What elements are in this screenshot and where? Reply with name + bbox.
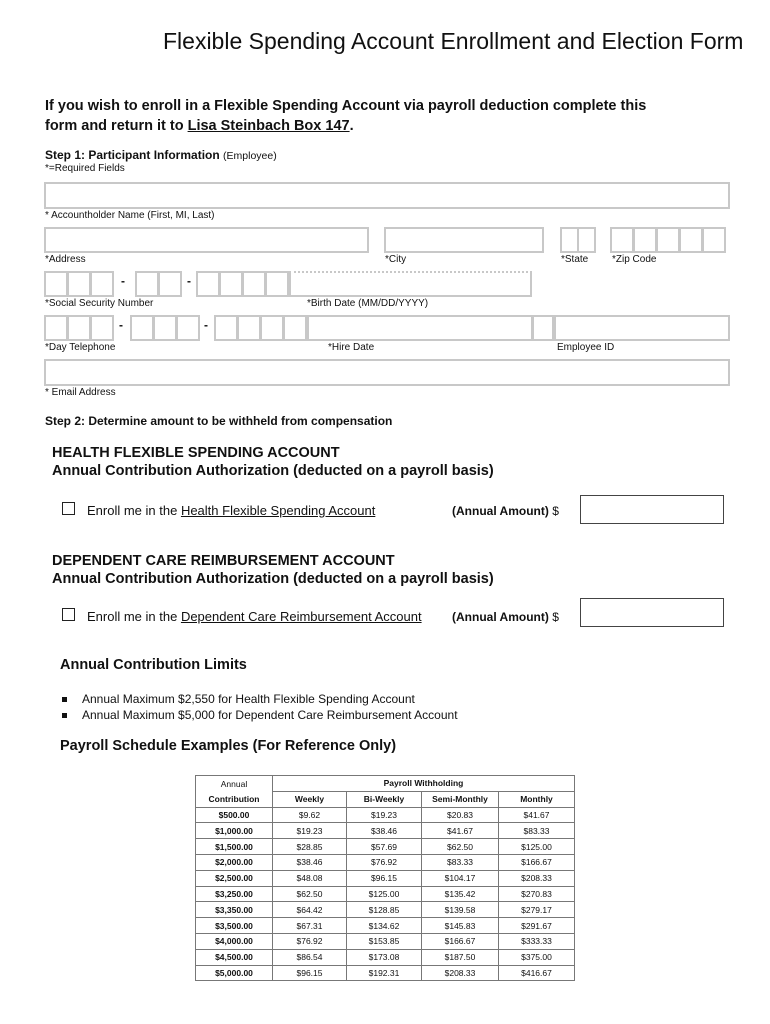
table-cell: $416.67 (499, 965, 575, 981)
phone-char-7[interactable] (214, 315, 238, 341)
day-telephone-label: *Day Telephone (45, 342, 116, 353)
accountholder-name-label: * Accountholder Name (First, MI, Last) (45, 210, 215, 221)
dependent-enroll-link: Dependent Care Reimbursement Account (180, 609, 422, 624)
dependent-care-checkbox[interactable] (62, 608, 75, 621)
zip-char-1[interactable] (610, 227, 634, 253)
table-cell: $4,500.00 (196, 949, 273, 965)
table-cell: $166.67 (499, 854, 575, 870)
limits-item (60, 707, 458, 723)
phone-char-6[interactable] (176, 315, 200, 341)
health-enroll-prefix: Enroll me in the (87, 503, 181, 518)
table-cell: $67.31 (273, 918, 347, 934)
table-cell: $48.08 (273, 870, 347, 886)
step1-heading (45, 148, 277, 162)
table-cell: $19.23 (273, 823, 347, 839)
table-cell: $3,350.00 (196, 902, 273, 918)
hire-date-label: *Hire Date (328, 342, 375, 353)
health-fsa-enroll-text (87, 503, 375, 518)
table-row (196, 886, 575, 902)
table-row (196, 823, 575, 839)
dependent-amount-label (452, 610, 559, 624)
zip-char-4[interactable] (679, 227, 703, 253)
ssn-char-3[interactable] (90, 271, 114, 297)
table-cell: $279.17 (499, 902, 575, 918)
hire-date-extra-box[interactable] (532, 315, 554, 341)
table-cell: $2,500.00 (196, 870, 273, 886)
accountholder-name-input[interactable] (44, 182, 730, 209)
table-cell: $62.50 (273, 886, 347, 902)
dependent-currency: $ (552, 610, 559, 624)
bullet-icon (62, 697, 67, 702)
table-cell: $333.33 (499, 933, 575, 949)
health-fsa-title: HEALTH FLEXIBLE SPENDING ACCOUNT (52, 445, 340, 461)
table-cell: $1,000.00 (196, 823, 273, 839)
health-amount-label (452, 504, 559, 518)
limits-item-text: Annual Maximum $2,550 for Health Flexible Spending Account (82, 692, 415, 706)
table-row (196, 854, 575, 870)
phone-char-8[interactable] (237, 315, 261, 341)
table-cell: $41.67 (499, 807, 575, 823)
ssn-char-9[interactable] (265, 271, 289, 297)
phone-separator-1: - (119, 318, 123, 332)
ssn-label: *Social Security Number (45, 298, 154, 309)
table-cell: $9.62 (273, 807, 347, 823)
step1-heading-note: (Employee) (223, 150, 277, 162)
zip-char-3[interactable] (656, 227, 680, 253)
dependent-amount-text: (Annual Amount) (452, 610, 549, 624)
table-cell: $4,000.00 (196, 933, 273, 949)
table-cell: $38.46 (273, 854, 347, 870)
table-cell: $500.00 (196, 807, 273, 823)
table-cell: $28.85 (273, 839, 347, 855)
table-cell: $134.62 (347, 918, 422, 934)
employee-id-input[interactable] (554, 315, 730, 341)
dependent-care-title: DEPENDENT CARE REIMBURSEMENT ACCOUNT (52, 553, 395, 569)
dependent-enroll-prefix: Enroll me in the (87, 609, 181, 624)
table-cell: $86.54 (273, 949, 347, 965)
phone-char-10[interactable] (283, 315, 307, 341)
birth-date-input[interactable] (289, 271, 532, 297)
table-cell: $83.33 (499, 823, 575, 839)
health-enroll-link: Health Flexible Spending Account (180, 503, 376, 518)
table-cell: $3,500.00 (196, 918, 273, 934)
table-row (196, 902, 575, 918)
ssn-char-4[interactable] (135, 271, 159, 297)
intro-contact: Lisa Steinbach Box 147 (187, 118, 350, 134)
table-cell: $166.67 (422, 933, 499, 949)
table-cell: $173.08 (347, 949, 422, 965)
ssn-char-2[interactable] (67, 271, 91, 297)
dependent-care-enroll-text (87, 609, 422, 624)
table-row (196, 839, 575, 855)
ssn-char-6[interactable] (196, 271, 220, 297)
schedule-header-group: Payroll Withholding (273, 776, 575, 792)
zip-char-5[interactable] (702, 227, 726, 253)
health-fsa-checkbox[interactable] (62, 502, 75, 515)
table-cell: $20.83 (422, 807, 499, 823)
zip-label: *Zip Code (612, 254, 657, 265)
zip-char-2[interactable] (633, 227, 657, 253)
table-cell: $76.92 (273, 933, 347, 949)
schedule-column-header: Weekly (273, 791, 347, 807)
table-cell: $125.00 (347, 886, 422, 902)
phone-char-1[interactable] (44, 315, 68, 341)
state-label: *State (561, 254, 589, 265)
intro-suffix: . (349, 118, 354, 134)
table-cell: $41.67 (422, 823, 499, 839)
table-cell: $62.50 (422, 839, 499, 855)
employee-id-label: Employee ID (557, 342, 615, 353)
intro-line1: If you wish to enroll in a Flexible Spending Account via payroll deduction complete this (45, 98, 647, 114)
schedule-header-annual: Annual (196, 776, 273, 792)
table-cell: $64.42 (273, 902, 347, 918)
city-input[interactable] (384, 227, 544, 253)
table-cell: $19.23 (347, 807, 422, 823)
table-cell: $83.33 (422, 854, 499, 870)
health-amount-input[interactable] (580, 495, 724, 524)
table-cell: $96.15 (347, 870, 422, 886)
payroll-schedule-table (195, 775, 575, 981)
phone-char-4[interactable] (130, 315, 154, 341)
hire-date-input[interactable] (307, 315, 533, 341)
dependent-amount-input[interactable] (580, 598, 724, 627)
schedule-title: Payroll Schedule Examples (For Reference Only) (60, 738, 397, 754)
table-row (196, 949, 575, 965)
table-row (196, 933, 575, 949)
ssn-char-7[interactable] (219, 271, 243, 297)
phone-char-9[interactable] (260, 315, 284, 341)
limits-item (60, 691, 458, 707)
ssn-char-8[interactable] (242, 271, 266, 297)
table-cell: $208.33 (499, 870, 575, 886)
table-row (196, 870, 575, 886)
table-cell: $104.17 (422, 870, 499, 886)
phone-char-3[interactable] (90, 315, 114, 341)
step1-heading-text: Step 1: Participant Information (45, 148, 220, 162)
table-cell: $208.33 (422, 965, 499, 981)
health-currency: $ (552, 504, 559, 518)
birth-date-label: *Birth Date (MM/DD/YYYY) (307, 298, 429, 309)
email-label: * Email Address (45, 387, 116, 398)
table-cell: $125.00 (499, 839, 575, 855)
ssn-char-1[interactable] (44, 271, 68, 297)
phone-separator-2: - (204, 318, 208, 332)
ssn-separator-2: - (187, 274, 191, 288)
intro-text (45, 96, 725, 136)
required-note: *=Required Fields (45, 163, 125, 174)
health-amount-text: (Annual Amount) (452, 504, 549, 518)
table-cell: $38.46 (347, 823, 422, 839)
state-char-2[interactable] (577, 227, 596, 253)
schedule-column-header: Contribution (196, 791, 273, 807)
intro-line2: form and return it to (45, 118, 188, 134)
limits-item-text: Annual Maximum $5,000 for Dependent Care Reimbursement Account (82, 708, 458, 722)
health-fsa-subtitle: Annual Contribution Authorization (deducted on a payroll basis) (52, 463, 494, 479)
table-cell: $187.50 (422, 949, 499, 965)
city-label: *City (385, 254, 407, 265)
table-row (196, 965, 575, 981)
table-cell: $57.69 (347, 839, 422, 855)
bullet-icon (62, 713, 67, 718)
table-cell: $5,000.00 (196, 965, 273, 981)
address-label: *Address (45, 254, 86, 265)
table-cell: $145.83 (422, 918, 499, 934)
phone-char-2[interactable] (67, 315, 91, 341)
schedule-column-header: Semi-Monthly (422, 791, 499, 807)
table-cell: $375.00 (499, 949, 575, 965)
table-cell: $135.42 (422, 886, 499, 902)
table-cell: $291.67 (499, 918, 575, 934)
table-cell: $3,250.00 (196, 886, 273, 902)
table-cell: $76.92 (347, 854, 422, 870)
table-cell: $1,500.00 (196, 839, 273, 855)
address-input[interactable] (44, 227, 369, 253)
table-cell: $2,000.00 (196, 854, 273, 870)
limits-list (60, 691, 458, 723)
table-cell: $192.31 (347, 965, 422, 981)
dependent-care-subtitle: Annual Contribution Authorization (deducted on a payroll basis) (52, 571, 494, 587)
email-input[interactable] (44, 359, 730, 386)
table-cell: $96.15 (273, 965, 347, 981)
table-cell: $153.85 (347, 933, 422, 949)
ssn-char-5[interactable] (158, 271, 182, 297)
table-row (196, 807, 575, 823)
ssn-separator-1: - (121, 274, 125, 288)
table-cell: $270.83 (499, 886, 575, 902)
schedule-column-header: Bi-Weekly (347, 791, 422, 807)
table-cell: $128.85 (347, 902, 422, 918)
form-title: Flexible Spending Account Enrollment and Election Form (163, 28, 744, 54)
step2-heading: Step 2: Determine amount to be withheld from compensation (45, 414, 393, 428)
limits-title: Annual Contribution Limits (60, 657, 247, 673)
phone-char-5[interactable] (153, 315, 177, 341)
table-cell: $139.58 (422, 902, 499, 918)
schedule-column-header: Monthly (499, 791, 575, 807)
table-row (196, 918, 575, 934)
